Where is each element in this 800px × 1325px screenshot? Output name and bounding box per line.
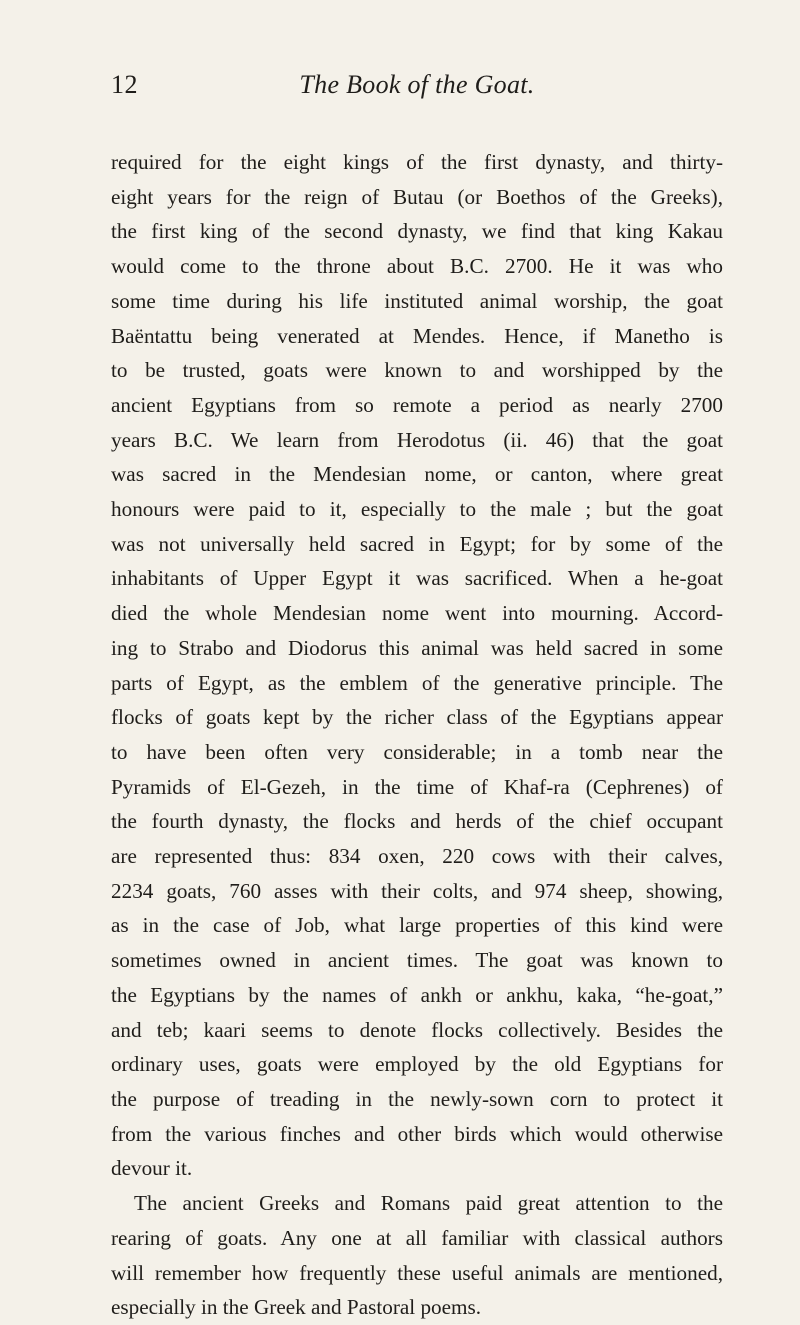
text-line: parts of Egypt, as the emblem of the generative principle. The [111,670,723,695]
text-line: devour it. [111,1156,193,1181]
paragraph-2 [111,1186,723,1325]
text-line: ordinary uses, goats were employed by the old Egyptians for [111,1052,723,1077]
text-line: and teb; kaari seems to denote flocks collectively. Besides the [111,1017,723,1042]
text-line: ing to Strabo and Diodorus this animal was held sacred in some [111,635,723,660]
text-line: honours were paid to it, especially to the male ; but the goat [111,497,723,522]
text-line: rearing of goats. Any one at all familiar with classical authors [111,1225,723,1250]
running-head [111,70,723,114]
text-line: the fourth dynasty, the flocks and herds of the chief occupant [111,809,723,834]
text-line: from the various finches and other birds which would otherwise [111,1121,723,1146]
running-title: The Book of the Goat. [299,70,535,99]
text-line: are represented thus: 834 oxen, 220 cows with their calves, [111,844,723,869]
text-line: to have been often very considerable; in a tomb near the [111,739,723,764]
text-line: especially in the Greek and Pastoral poems. [111,1295,482,1320]
text-line: the first king of the second dynasty, we find that king Kakau [111,219,723,244]
text-line: ancient Egyptians from so remote a period as nearly 2700 [111,392,723,417]
text-line: Baëntattu being venerated at Mendes. Hence, if Manetho is [111,323,723,348]
text-line: the purpose of treading in the newly-sown corn to protect it [111,1086,723,1111]
text-line: sometimes owned in ancient times. The goat was known to [111,948,723,973]
text-line: was not universally held sacred in Egypt; for by some of the [111,531,723,556]
text-line: to be trusted, goats were known to and worshipped by the [111,358,723,383]
page-number: 12 [111,70,138,99]
text-line: required for the eight kings of the first dynasty, and thirty- [111,150,723,174]
text-line: was sacred in the Mendesian nome, or canton, where great [111,462,723,487]
text-line: some time during his life instituted animal worship, the goat [111,288,723,313]
text-line: years B.C. We learn from Herodotus (ii. 46) that the goat [111,427,723,452]
text-line: Pyramids of El-Gezeh, in the time of Khaf-ra (Cephrenes) of [111,774,723,799]
text-line: The ancient Greeks and Romans paid great attention to the [134,1191,723,1216]
text-line: died the whole Mendesian nome went into mourning. Accord- [111,601,723,626]
text-line: inhabitants of Upper Egypt it was sacrificed. When a he-goat [111,566,723,591]
text-line: will remember how frequently these useful animals are mentioned, [111,1260,723,1285]
paragraph-1 [111,145,723,1186]
text-line: eight years for the reign of Butau (or Boethos of the Greeks), [111,184,723,209]
text-line: the Egyptians by the names of ankh or ankhu, kaka, “he-goat,” [111,982,723,1007]
text-line: as in the case of Job, what large properties of this kind were [111,913,723,938]
text-line: flocks of goats kept by the richer class of the Egyptians appear [111,705,723,730]
text-line: would come to the throne about B.C. 2700. He it was who [111,254,723,279]
text-line: 2234 goats, 760 asses with their colts, and 974 sheep, showing, [111,878,723,903]
body-text [111,145,723,1325]
